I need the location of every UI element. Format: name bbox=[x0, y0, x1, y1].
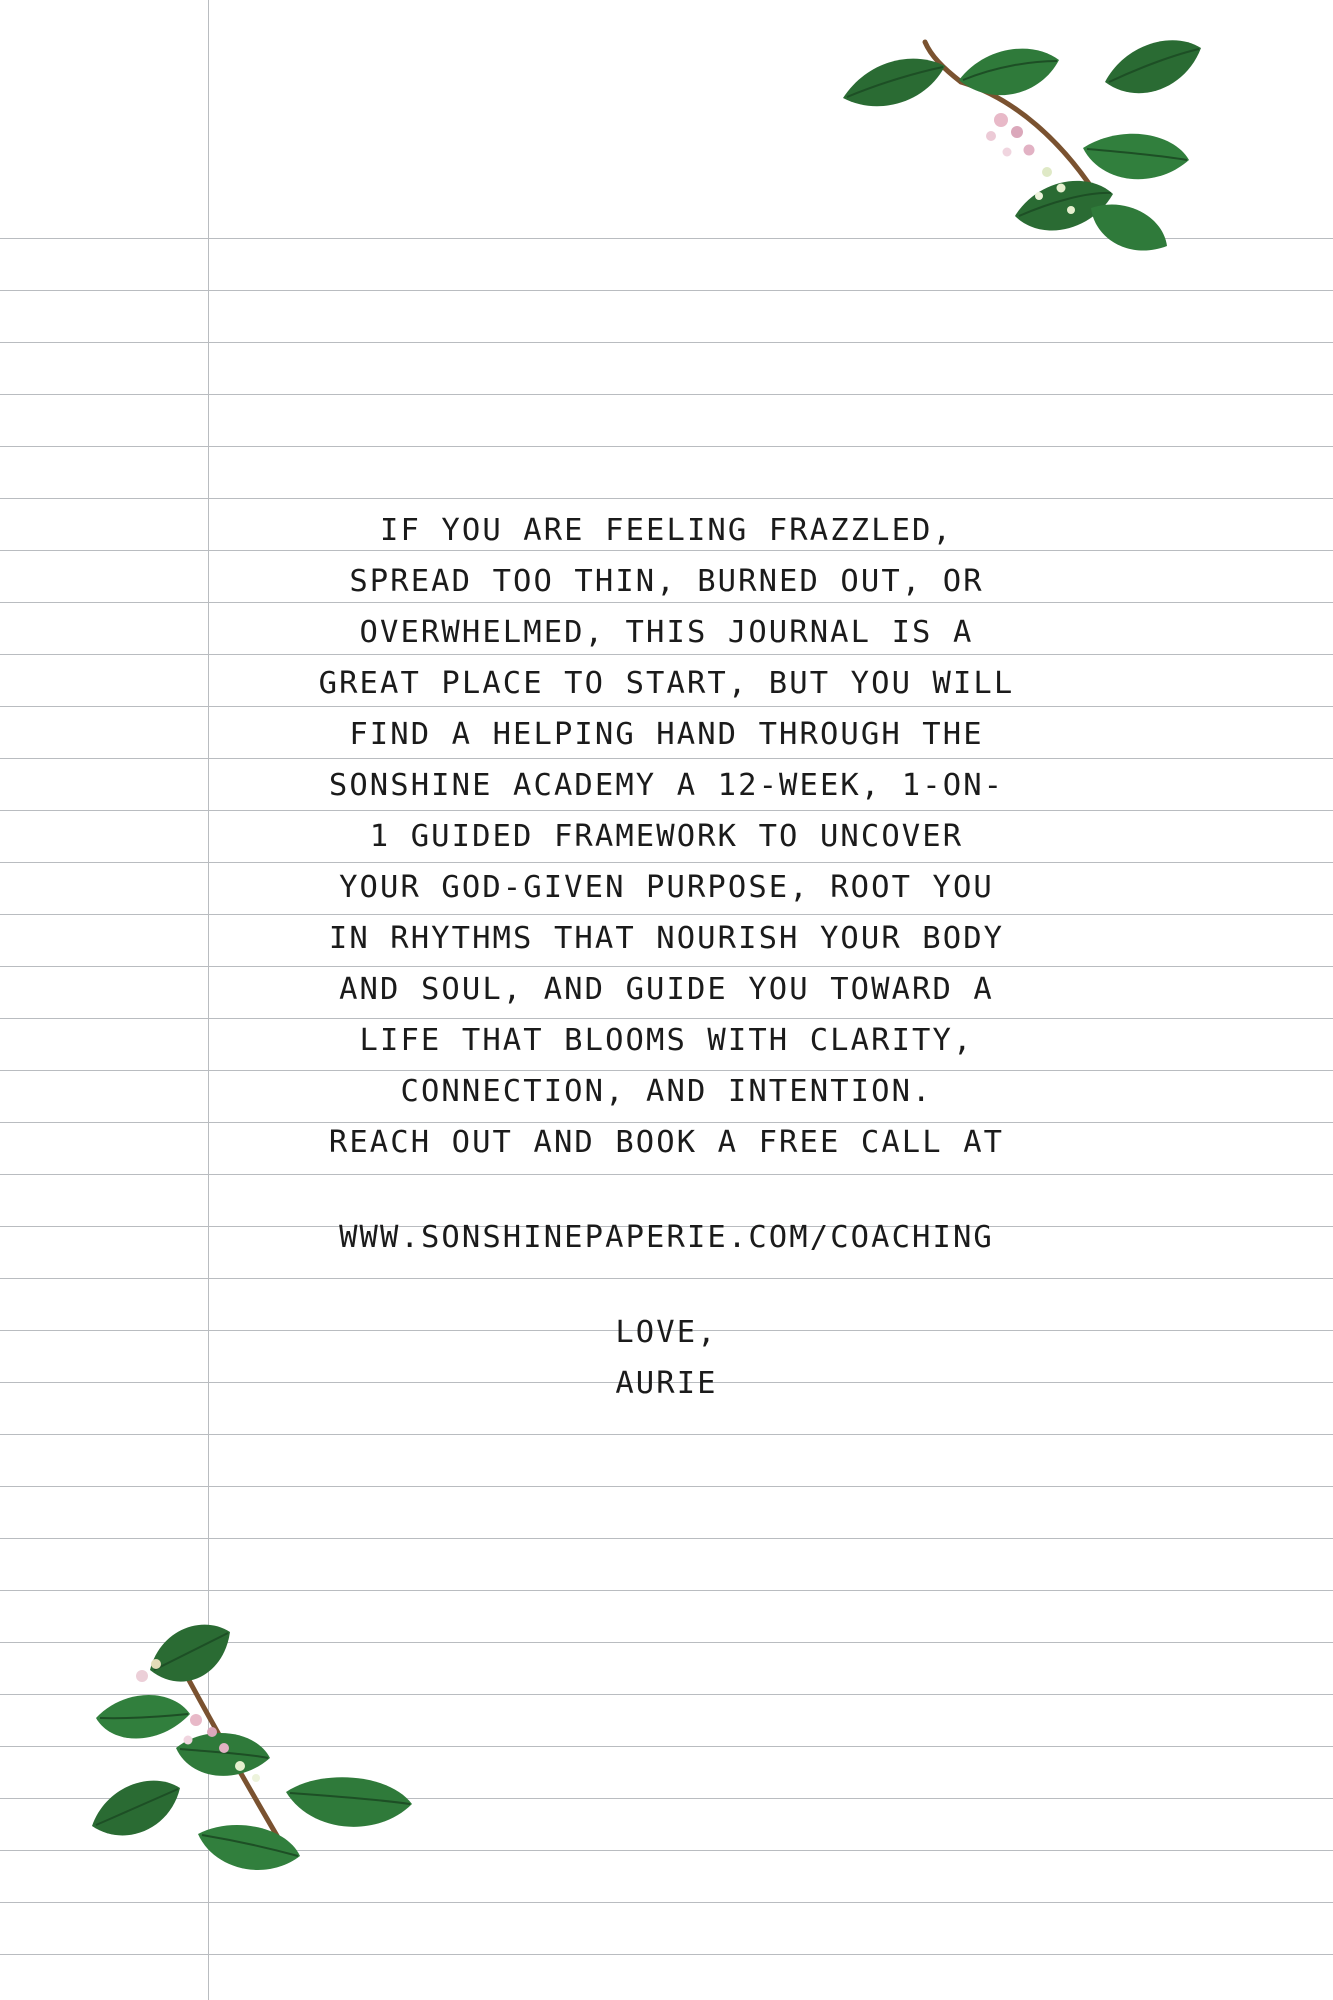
body-line: LIFE THAT BLOOMS WITH CLARITY, bbox=[359, 1023, 974, 1058]
body-line: IF YOU ARE FEELING FRAZZLED, bbox=[380, 513, 953, 548]
coaching-url[interactable]: WWW.SONSHINEPAPERIE.COM/COACHING bbox=[339, 1220, 994, 1255]
body-line: YOUR GOD-GIVEN PURPOSE, ROOT YOU bbox=[339, 870, 994, 905]
body-line: 1 GUIDED FRAMEWORK TO UNCOVER bbox=[369, 819, 964, 854]
letter-text-block bbox=[0, 505, 1333, 1409]
body-line: GREAT PLACE TO START, BUT YOU WILL bbox=[318, 666, 1015, 701]
body-line: SONSHINE ACADEMY A 12-WEEK, 1-ON- bbox=[328, 768, 1005, 803]
signoff-line: AURIE bbox=[615, 1366, 718, 1401]
body-line: CONNECTION, AND INTENTION. bbox=[400, 1074, 933, 1109]
body-line: OVERWHELMED, THIS JOURNAL IS A bbox=[359, 615, 974, 650]
body-line: AND SOUL, AND GUIDE YOU TOWARD A bbox=[339, 972, 994, 1007]
signoff bbox=[120, 1307, 1213, 1409]
signoff-line: LOVE, bbox=[615, 1315, 718, 1350]
body-line: IN RHYTHMS THAT NOURISH YOUR BODY bbox=[328, 921, 1005, 956]
body-line: SPREAD TOO THIN, BURNED OUT, OR bbox=[349, 564, 984, 599]
botanical-sprig-bottom-left-icon bbox=[90, 1620, 510, 1920]
body-line: REACH OUT AND BOOK A FREE CALL AT bbox=[328, 1125, 1005, 1160]
botanical-sprig-top-right-icon bbox=[833, 20, 1253, 320]
body-line: FIND A HELPING HAND THROUGH THE bbox=[349, 717, 984, 752]
